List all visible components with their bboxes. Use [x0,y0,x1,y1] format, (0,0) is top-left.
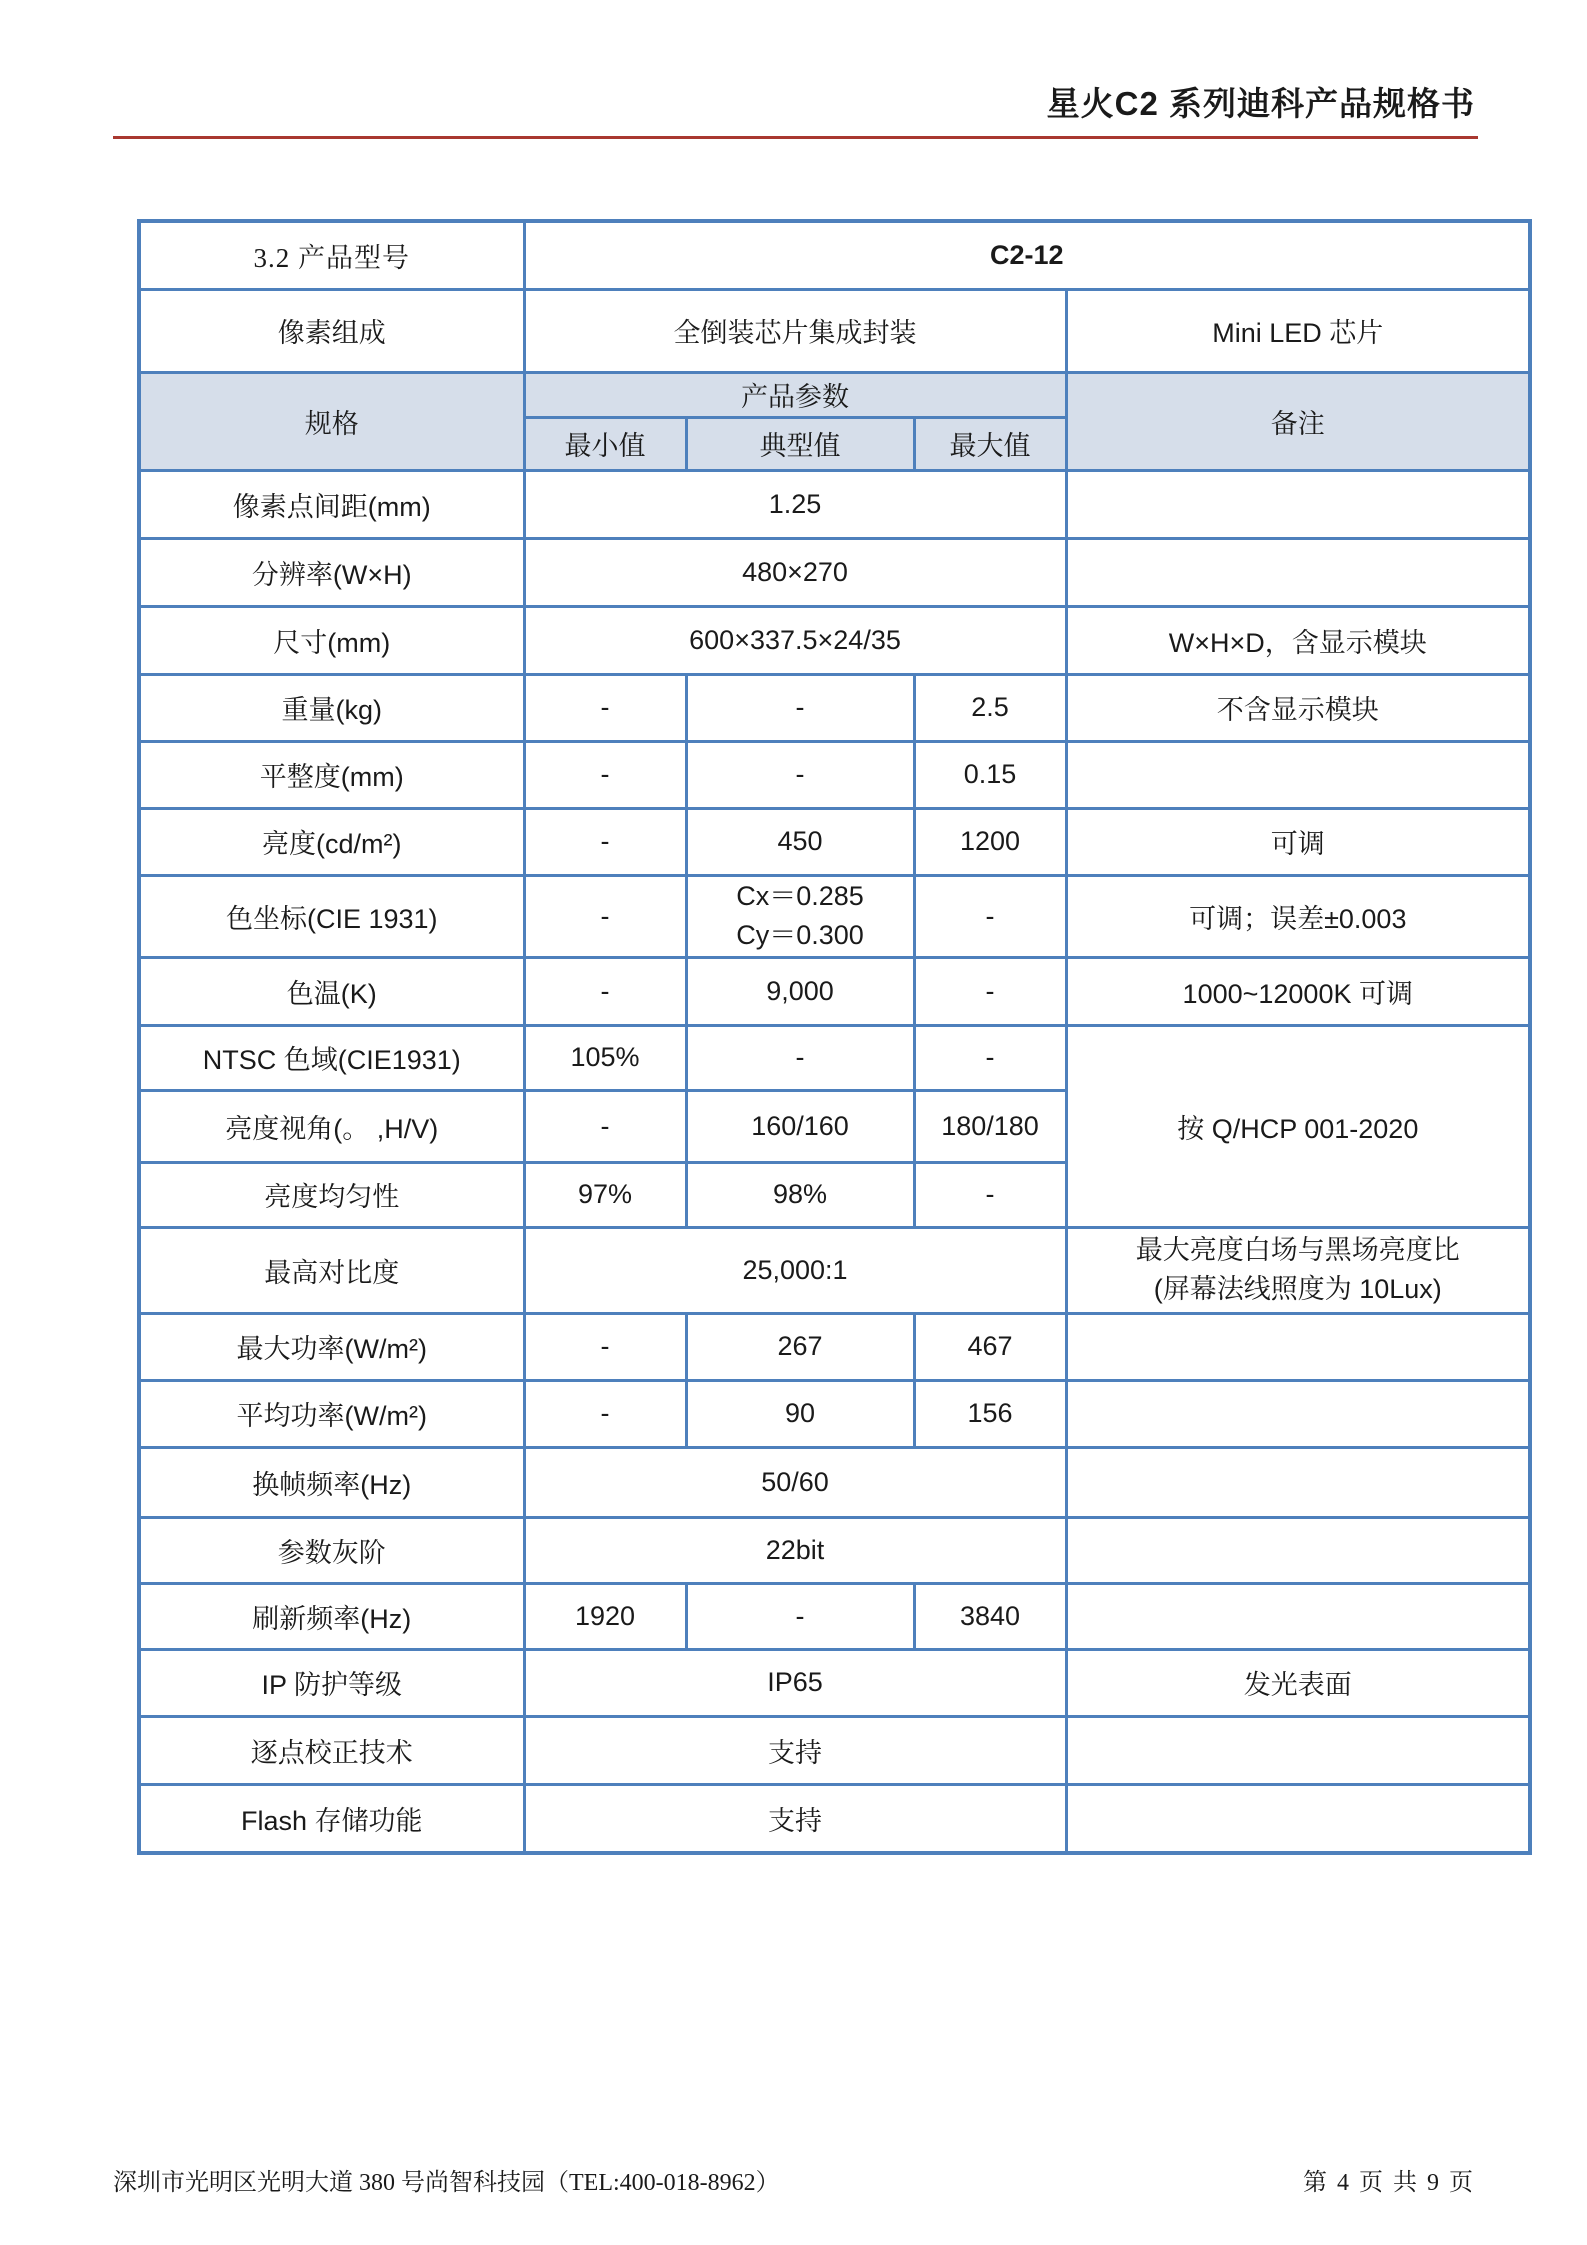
row-avg-power [139,1380,1530,1447]
row-flatness [139,741,1530,808]
max-value: - [914,875,1066,957]
spec-label: 最高对比度 [139,1227,524,1313]
header-max: 最大值 [914,417,1066,470]
max-value: 156 [914,1380,1066,1447]
model-row [139,221,1530,289]
max-value: 1200 [914,808,1066,875]
spec-label: 亮度均匀性 [139,1162,524,1227]
typical-value: 90 [686,1380,914,1447]
spec-label: 亮度(cd/m²) [139,808,524,875]
spec-label: 亮度视角(。 ,H/V) [139,1090,524,1162]
merged-value: 480×270 [524,538,1066,606]
row-resolution [139,538,1530,606]
cy-value: Cy＝0.300 [736,920,864,950]
spec-label: 像素点间距(mm) [139,470,524,538]
remark: 可调 [1066,808,1530,875]
remark [1066,1313,1530,1380]
max-value: 467 [914,1313,1066,1380]
max-value: - [914,957,1066,1025]
row-max-power [139,1313,1530,1380]
typical-value: 450 [686,808,914,875]
merged-value: 22bit [524,1517,1066,1583]
header-spec: 规格 [139,372,524,470]
merged-value: 25,000:1 [524,1227,1066,1313]
spec-label: 尺寸(mm) [139,606,524,674]
typical-value: 98% [686,1162,914,1227]
remark [1066,470,1530,538]
remark [1066,1716,1530,1784]
remark [1066,1583,1530,1649]
min-value: 1920 [524,1583,686,1649]
row-brightness [139,808,1530,875]
remark [1066,1784,1530,1853]
header-row [139,372,1530,417]
min-value: - [524,1313,686,1380]
row-pixel-composition [139,289,1530,372]
footer-address: 深圳市光明区光明大道 380 号尚智科技园（TEL:400-018-8962） [113,2169,780,2196]
remark-line-1: 最大亮度白场与黑场亮度比 [1135,1234,1460,1265]
spec-label: 重量(kg) [139,674,524,741]
typical-value: - [686,1025,914,1090]
remark [1066,741,1530,808]
min-value: - [524,957,686,1025]
min-value: - [524,875,686,957]
model-value: C2-12 [524,221,1530,289]
spec-label: 参数灰阶 [139,1517,524,1583]
remark-line-2: (屏幕法线照度为 10Lux) [1153,1274,1442,1304]
spec-label: Flash 存储功能 [139,1784,524,1853]
min-value: 105% [524,1025,686,1090]
remark: 可调；误差±0.003 [1066,875,1530,957]
merged-value: 全倒装芯片集成封装 [524,289,1066,372]
merged-value: IP65 [524,1649,1066,1716]
spec-label: IP 防护等级 [139,1649,524,1716]
remark: W×H×D，含显示模块 [1066,606,1530,674]
row-color-temperature [139,957,1530,1025]
header-params: 产品参数 [524,372,1066,417]
footer-page-number: 第 4 页 共 9 页 [1303,2169,1475,2196]
row-refresh-rate [139,1583,1530,1649]
spec-label: 色坐标(CIE 1931) [139,875,524,957]
max-value: 2.5 [914,674,1066,741]
max-value: 0.15 [914,741,1066,808]
spec-label: 分辨率(W×H) [139,538,524,606]
spec-label: 色温(K) [139,957,524,1025]
merged-value: 支持 [524,1716,1066,1784]
min-value: - [524,1380,686,1447]
product-spec-table [137,219,1532,1855]
row-color-coordinates [139,875,1530,957]
typical-value: - [686,1583,914,1649]
remark: 1000~12000K 可调 [1066,957,1530,1025]
typical-value [686,875,914,957]
row-flash-storage [139,1784,1530,1853]
spec-label: 平均功率(W/m²) [139,1380,524,1447]
row-dimensions [139,606,1530,674]
remark [1066,1517,1530,1583]
remark: 不含显示模块 [1066,674,1530,741]
page-footer [113,2162,1475,2196]
spec-label: 刷新频率(Hz) [139,1583,524,1649]
row-pixel-pitch [139,470,1530,538]
typical-value: 160/160 [686,1090,914,1162]
merged-value: 600×337.5×24/35 [524,606,1066,674]
typical-value: 267 [686,1313,914,1380]
max-value: 3840 [914,1583,1066,1649]
spec-label: NTSC 色域(CIE1931) [139,1025,524,1090]
row-grayscale [139,1517,1530,1583]
typical-value: 9,000 [686,957,914,1025]
document-title: 星火C2 系列迪科产品规格书 [1046,85,1475,122]
row-ip-rating [139,1649,1530,1716]
spec-label: 平整度(mm) [139,741,524,808]
max-value: 180/180 [914,1090,1066,1162]
max-value: - [914,1025,1066,1090]
merged-value: 支持 [524,1784,1066,1853]
cx-value: Cx＝0.285 [736,880,864,911]
row-pixel-calibration [139,1716,1530,1784]
min-value: - [524,1090,686,1162]
spec-label: 像素组成 [139,289,524,372]
merged-value: 50/60 [524,1447,1066,1517]
header-min: 最小值 [524,417,686,470]
spec-label: 最大功率(W/m²) [139,1313,524,1380]
remark: 发光表面 [1066,1649,1530,1716]
row-weight [139,674,1530,741]
header-remark: 备注 [1066,372,1530,470]
min-value: 97% [524,1162,686,1227]
remark: Mini LED 芯片 [1066,289,1530,372]
spec-label: 换帧频率(Hz) [139,1447,524,1517]
remark: 按 Q/HCP 001-2020 [1066,1025,1530,1227]
remark [1066,538,1530,606]
spec-label: 逐点校正技术 [139,1716,524,1784]
remark [1066,1227,1530,1313]
min-value: - [524,674,686,741]
typical-value: - [686,741,914,808]
header-divider-line [113,136,1478,139]
remark [1066,1447,1530,1517]
row-frame-rate [139,1447,1530,1517]
row-ntsc-gamut [139,1025,1530,1090]
min-value: - [524,808,686,875]
remark [1066,1380,1530,1447]
merged-value: 1.25 [524,470,1066,538]
row-contrast-ratio [139,1227,1530,1313]
max-value: - [914,1162,1066,1227]
min-value: - [524,741,686,808]
header-typical: 典型值 [686,417,914,470]
section-label: 3.2 产品型号 [139,221,524,289]
typical-value: - [686,674,914,741]
